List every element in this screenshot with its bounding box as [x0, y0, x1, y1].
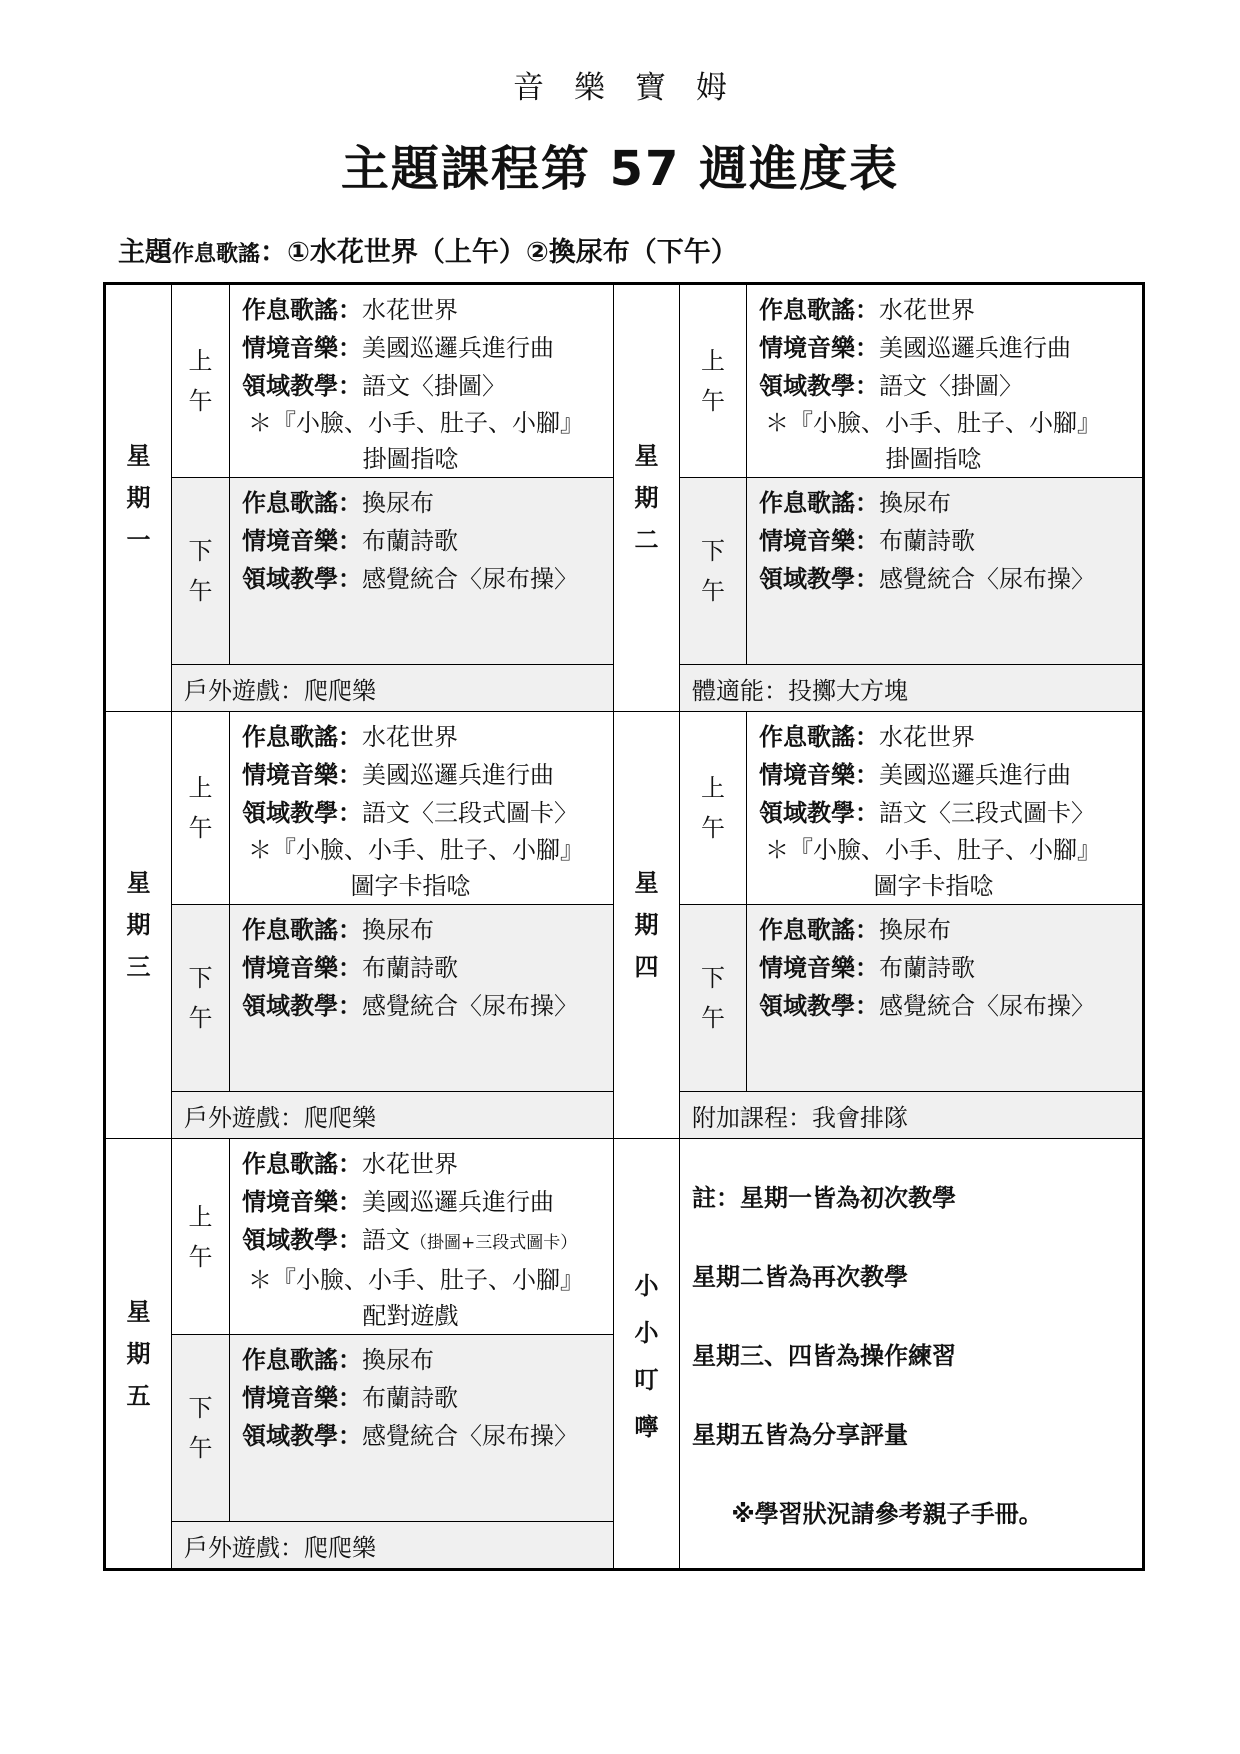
theme-line — [118, 230, 738, 269]
pm-teach-label: 領域教學： — [759, 992, 879, 1020]
pm-teach-value: 感覺統合〈尿布操〉 — [879, 565, 1095, 593]
half-char: 午 — [188, 1242, 213, 1271]
reminder-char: 嚀 — [634, 1412, 659, 1441]
pm-music-label: 情境音樂： — [242, 1384, 362, 1412]
activity-cell: 體適能：投擲大方塊 — [680, 665, 1144, 712]
pm-teach-label: 領域教學： — [759, 565, 879, 593]
pm-song-value: 換尿布 — [362, 916, 434, 944]
pm-song-value: 換尿布 — [362, 1346, 434, 1374]
day-char: 星 — [126, 1297, 151, 1326]
am-content — [747, 284, 1144, 478]
am-music-label: 情境音樂： — [759, 334, 879, 362]
am-song-value: 水花世界 — [879, 296, 975, 324]
half-char: 午 — [701, 814, 725, 842]
am-music — [242, 1183, 613, 1221]
pm-song-label: 作息歌謠： — [242, 489, 362, 517]
am-song-label: 作息歌謠： — [242, 723, 362, 751]
pm-music-value: 布蘭詩歌 — [879, 527, 975, 555]
am-teach-value: 語文 — [362, 1226, 410, 1254]
am-teach — [242, 367, 613, 405]
reminder-notes — [680, 1139, 1144, 1570]
am-teach-value: 語文〈三段式圖卡〉 — [362, 799, 578, 827]
page-title: 主題課程第 57 週進度表 — [340, 141, 900, 197]
theme-prefix: 主題 — [118, 237, 172, 268]
reminder-line: 星期三、四皆為操作練習 — [692, 1342, 956, 1370]
pm-content — [230, 478, 614, 665]
pm-content — [747, 905, 1144, 1092]
reminder-char: 叮 — [634, 1365, 659, 1394]
day-char: 二 — [634, 526, 659, 554]
am-song — [759, 291, 1142, 329]
day-label — [105, 284, 172, 712]
half-char: 午 — [701, 387, 725, 415]
am-music-label: 情境音樂： — [242, 761, 362, 789]
am-song — [242, 718, 613, 756]
pm-teach — [242, 987, 613, 1025]
pm-music — [242, 949, 613, 987]
am-song-value: 水花世界 — [362, 723, 458, 751]
am-music-value: 美國巡邏兵進行曲 — [362, 334, 554, 362]
am-teach — [242, 1221, 613, 1262]
am-teach-label: 領域教學： — [759, 799, 879, 827]
half-char: 下 — [701, 964, 725, 992]
am-label — [172, 284, 230, 478]
day-label — [105, 1139, 172, 1570]
pm-song-label: 作息歌謠： — [242, 1346, 362, 1374]
am-music-value: 美國巡邏兵進行曲 — [879, 761, 1071, 789]
am-song-value: 水花世界 — [362, 296, 458, 324]
pm-song-label: 作息歌謠： — [759, 916, 879, 944]
half-char: 上 — [188, 347, 213, 375]
pm-teach-value: 感覺統合〈尿布操〉 — [362, 992, 578, 1020]
pm-song — [242, 484, 613, 522]
pm-teach — [759, 987, 1142, 1025]
pm-music-value: 布蘭詩歌 — [362, 527, 458, 555]
day-char: 星 — [126, 442, 151, 470]
am-label — [680, 712, 747, 905]
pm-content — [230, 905, 614, 1092]
pm-music — [759, 949, 1142, 987]
am-content — [230, 1139, 614, 1335]
pm-song — [242, 1341, 613, 1379]
pm-teach-label: 領域教學： — [242, 1422, 362, 1450]
pm-label — [172, 905, 230, 1092]
day-char: 期 — [126, 484, 151, 512]
am-song — [759, 718, 1142, 756]
am-music — [759, 329, 1142, 367]
am-music-value: 美國巡邏兵進行曲 — [879, 334, 1071, 362]
half-char: 下 — [701, 537, 725, 565]
am-content — [747, 712, 1144, 905]
am-teach-value: 語文〈掛圖〉 — [879, 372, 1023, 400]
pm-content — [747, 478, 1144, 665]
reminder-line: 註：星期一皆為初次教學 — [692, 1184, 956, 1212]
pm-music-value: 布蘭詩歌 — [362, 954, 458, 982]
pm-song-value: 換尿布 — [879, 916, 951, 944]
am-music-value: 美國巡邏兵進行曲 — [362, 1188, 554, 1216]
theme-rest: ：①水花世界（上午）②換尿布（下午） — [260, 237, 738, 268]
am-song-label: 作息歌謠： — [242, 296, 362, 324]
day-char: 期 — [634, 484, 659, 512]
theme-small: 作息歌謠 — [172, 242, 261, 267]
half-char: 午 — [188, 1434, 213, 1462]
am-music-label: 情境音樂： — [242, 1188, 362, 1216]
am-teach-label: 領域教學： — [242, 1226, 362, 1254]
reminder-line: ※學習狀況請參考親子手冊。 — [731, 1500, 1043, 1528]
day-label — [614, 712, 680, 1139]
day-char: 一 — [126, 526, 151, 554]
day-char: 三 — [126, 953, 151, 981]
reminder-label — [614, 1139, 680, 1570]
org-name: 音樂寶姆 — [513, 70, 757, 106]
day-char: 星 — [126, 869, 151, 897]
am-teach-value-small: （掛圖+三段式圖卡） — [410, 1233, 578, 1253]
day-char: 期 — [126, 911, 151, 939]
am-row — [105, 712, 1144, 905]
pm-song-label: 作息歌謠： — [242, 916, 362, 944]
pm-label — [680, 905, 747, 1092]
day-char: 期 — [126, 1339, 151, 1368]
pm-song-label: 作息歌謠： — [759, 489, 879, 517]
am-note: ＊『小臉、小手、肚子、小腳』 — [248, 409, 584, 437]
am-music — [242, 756, 613, 794]
pm-song — [759, 911, 1142, 949]
day-char: 四 — [634, 953, 659, 981]
pm-music — [242, 1379, 613, 1417]
am-note-2: 配對遊戲 — [362, 1302, 459, 1330]
pm-teach-value: 感覺統合〈尿布操〉 — [879, 992, 1095, 1020]
am-teach-label: 領域教學： — [759, 372, 879, 400]
day-char: 期 — [634, 911, 659, 939]
activity-cell: 戶外遊戲：爬爬樂 — [172, 1522, 614, 1570]
half-char: 午 — [188, 387, 213, 415]
pm-music-label: 情境音樂： — [759, 954, 879, 982]
pm-content — [230, 1335, 614, 1522]
am-note: ＊『小臉、小手、肚子、小腳』 — [248, 1266, 584, 1294]
half-char: 上 — [701, 347, 725, 375]
am-song-value: 水花世界 — [879, 723, 975, 751]
pm-teach-label: 領域教學： — [242, 992, 362, 1020]
am-teach — [759, 367, 1142, 405]
am-song — [242, 1145, 613, 1183]
am-note: ＊『小臉、小手、肚子、小腳』 — [765, 836, 1101, 864]
am-row — [105, 1139, 1144, 1335]
am-song-label: 作息歌謠： — [759, 723, 879, 751]
am-teach-value: 語文〈三段式圖卡〉 — [879, 799, 1095, 827]
pm-song-value: 換尿布 — [879, 489, 951, 517]
am-note-2: 掛圖指唸 — [362, 445, 459, 473]
am-label — [680, 284, 747, 478]
pm-song — [242, 911, 613, 949]
am-content — [230, 712, 614, 905]
am-note: ＊『小臉、小手、肚子、小腳』 — [248, 836, 584, 864]
half-char: 上 — [701, 774, 725, 802]
half-char: 午 — [701, 1004, 725, 1032]
am-song — [242, 291, 613, 329]
am-music — [759, 756, 1142, 794]
am-content — [230, 284, 614, 478]
am-song-label: 作息歌謠： — [759, 296, 879, 324]
half-char: 下 — [188, 964, 213, 992]
am-music-value: 美國巡邏兵進行曲 — [362, 761, 554, 789]
am-teach — [759, 794, 1142, 832]
am-song-label: 作息歌謠： — [242, 1150, 362, 1178]
pm-music-value: 布蘭詩歌 — [879, 954, 975, 982]
pm-teach-value: 感覺統合〈尿布操〉 — [362, 1422, 578, 1450]
activity-cell: 附加課程：我會排隊 — [680, 1092, 1144, 1139]
half-char: 上 — [188, 774, 213, 802]
pm-label — [172, 478, 230, 665]
am-teach-label: 領域教學： — [242, 372, 362, 400]
am-label — [172, 712, 230, 905]
day-char: 五 — [126, 1381, 151, 1410]
am-music-label: 情境音樂： — [242, 334, 362, 362]
reminder-char: 小 — [634, 1318, 659, 1347]
pm-music-value: 布蘭詩歌 — [362, 1384, 458, 1412]
half-char: 午 — [188, 577, 213, 605]
half-char: 下 — [188, 1394, 213, 1422]
am-note-2: 圖字卡指唸 — [873, 872, 994, 900]
pm-label — [172, 1335, 230, 1522]
am-teach-value: 語文〈掛圖〉 — [362, 372, 506, 400]
pm-music-label: 情境音樂： — [759, 527, 879, 555]
pm-label — [680, 478, 747, 665]
half-char: 午 — [701, 577, 725, 605]
am-note-2: 掛圖指唸 — [885, 445, 982, 473]
pm-teach — [242, 1417, 613, 1455]
pm-song — [759, 484, 1142, 522]
am-note: ＊『小臉、小手、肚子、小腳』 — [765, 409, 1101, 437]
pm-teach — [759, 560, 1142, 598]
am-song-value: 水花世界 — [362, 1150, 458, 1178]
reminder-line: 星期二皆為再次教學 — [692, 1263, 908, 1291]
pm-music — [759, 522, 1142, 560]
half-char: 下 — [188, 537, 213, 565]
half-char: 上 — [188, 1202, 213, 1231]
pm-music — [242, 522, 613, 560]
reminder-line: 星期五皆為分享評量 — [692, 1421, 908, 1449]
am-music-label: 情境音樂： — [759, 761, 879, 789]
day-label — [614, 284, 680, 712]
reminder-char: 小 — [634, 1271, 659, 1300]
schedule-table — [103, 282, 1145, 1571]
pm-teach-label: 領域教學： — [242, 565, 362, 593]
am-music — [242, 329, 613, 367]
day-char: 星 — [634, 869, 659, 897]
am-teach-label: 領域教學： — [242, 799, 362, 827]
activity-cell: 戶外遊戲：爬爬樂 — [172, 1092, 614, 1139]
pm-music-label: 情境音樂： — [242, 527, 362, 555]
pm-song-value: 換尿布 — [362, 489, 434, 517]
day-char: 星 — [634, 442, 659, 470]
day-label — [105, 712, 172, 1139]
am-teach — [242, 794, 613, 832]
pm-teach-value: 感覺統合〈尿布操〉 — [362, 565, 578, 593]
am-label — [172, 1139, 230, 1335]
half-char: 午 — [188, 814, 213, 842]
pm-music-label: 情境音樂： — [242, 954, 362, 982]
pm-teach — [242, 560, 613, 598]
activity-cell: 戶外遊戲：爬爬樂 — [172, 665, 614, 712]
half-char: 午 — [188, 1004, 213, 1032]
am-note-2: 圖字卡指唸 — [350, 872, 471, 900]
am-row — [105, 284, 1144, 478]
